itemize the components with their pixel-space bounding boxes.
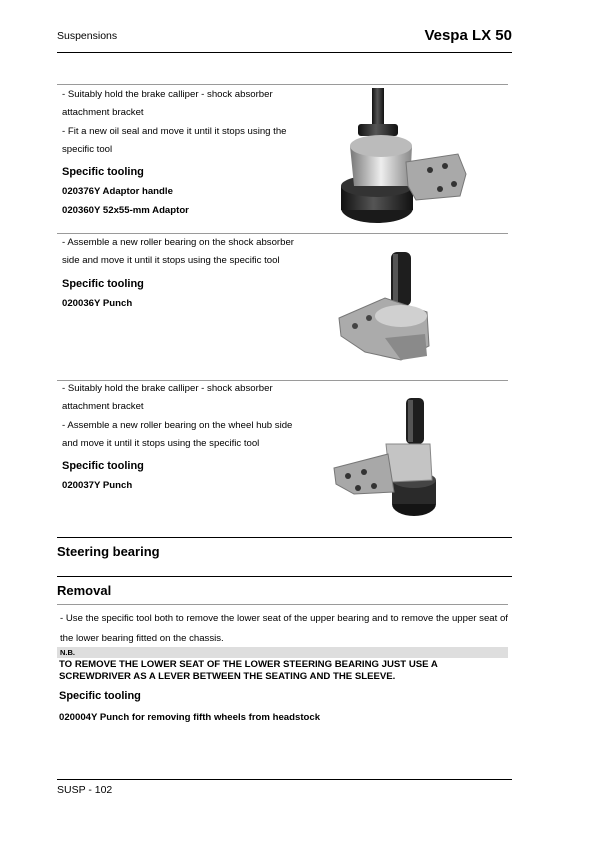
instruction-line: - Suitably hold the brake calliper - shock absorber attachment bracket (62, 383, 273, 413)
tool-code: 020360Y 52x55-mm Adaptor (62, 205, 189, 217)
tool-photo-wheel-side (330, 396, 438, 524)
row-divider (57, 84, 508, 85)
row-divider (57, 604, 508, 605)
procedure-row-2 (62, 234, 298, 313)
tool-code: 020037Y Punch (62, 480, 133, 492)
page-number: SUSP - 102 (57, 784, 113, 796)
tooling-heading: Specific tooling (62, 166, 144, 179)
instruction-line: - Suitably hold the brake calliper - shock absorber attachment bracket (62, 89, 273, 119)
section-title: Suspensions (57, 30, 118, 42)
nb-label: N.B. (57, 647, 508, 658)
section-rule (57, 576, 512, 577)
removal-heading: Removal (57, 583, 112, 598)
tooling-heading: Specific tooling (59, 690, 141, 702)
instruction-line: - Assemble a new roller bearing on the wheel hub side and move it until it stops using the specific tool (62, 419, 293, 449)
header-rule (57, 52, 512, 53)
model-title: Vespa LX 50 (424, 27, 512, 44)
tool-photo-adaptor (330, 86, 480, 228)
removal-text: - Use the specific tool both to remove the lower seat of the upper bearing and to remove the upper seat of the lower bearing fitted on the chassis. (60, 613, 508, 644)
tool-code: 020004Y Punch for removing fifth wheels from headstock (59, 712, 321, 723)
footer-rule (57, 779, 512, 780)
tool-code: 020376Y Adaptor handle (62, 186, 173, 198)
procedure-row-1 (62, 86, 298, 220)
instruction-line: - Assemble a new roller bearing on the shock absorber side and move it until it stops using the specific tool (62, 237, 294, 267)
tooling-heading: Specific tooling (62, 460, 144, 473)
steering-heading: Steering bearing (57, 544, 160, 559)
tool-code: 020036Y Punch (62, 297, 133, 309)
instruction-line: - Fit a new oil seal and move it until it stops using the specific tool (62, 125, 287, 155)
tool-photo-punch (335, 248, 435, 366)
nb-text: TO REMOVE THE LOWER SEAT OF THE LOWER STEERING BEARING JUST USE A SCREWDRIVER AS A LEVER BETWEEN THE SEATING AND THE SLEEVE. (59, 659, 438, 682)
tooling-heading: Specific tooling (62, 277, 144, 290)
section-rule (57, 537, 512, 538)
procedure-row-3 (62, 380, 298, 495)
